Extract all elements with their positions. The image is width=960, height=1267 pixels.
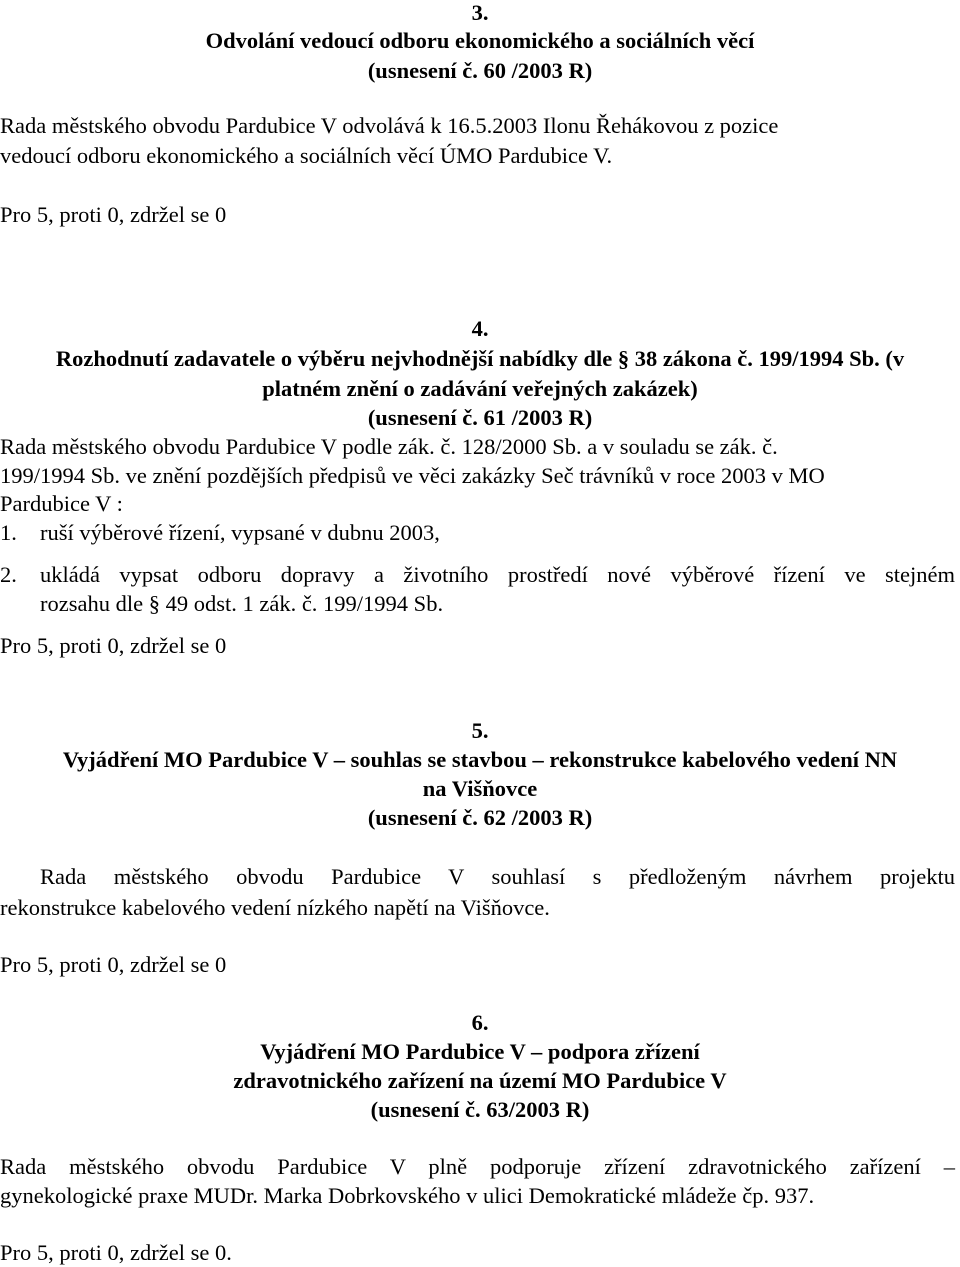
section-5-title-line-1: Vyjádření MO Pardubice V – souhlas se stavbou – rekonstrukce kabelového vedení NN (62, 747, 898, 772)
section-4-item-2-text-line-2: rozsahu dle § 49 odst. 1 zák. č. 199/1994 Sb. (40, 591, 444, 616)
section-3-resolution: (usnesení č. 60 /2003 R) (367, 58, 593, 83)
section-4-item-2-number: 2. (0, 562, 17, 587)
section-6-body-line-1: Rada městského obvodu Pardubice V plně podporuje zřízení zdravotnického zařízení – (0, 1154, 955, 1179)
section-4-vote: Pro 5, proti 0, zdržel se 0 (0, 633, 227, 658)
section-5-title-line-2: na Višňovce (422, 776, 538, 801)
section-4-body-line-2: 199/1994 Sb. ve znění pozdějších předpisů ve věci zakázky Seč trávníků v roce 2003 v MO (0, 463, 825, 488)
section-6-resolution: (usnesení č. 63/2003 R) (370, 1097, 590, 1122)
section-4-title-line-2: platném znění o zadávání veřejných zakázek) (262, 376, 698, 401)
section-6-title-line-2: zdravotnického zařízení na území MO Pardubice V (233, 1068, 727, 1093)
section-3-vote: Pro 5, proti 0, zdržel se 0 (0, 202, 227, 227)
section-5-body-line-2: rekonstrukce kabelového vedení nízkého napětí na Višňovce. (0, 895, 550, 920)
section-6-number: 6. (471, 1010, 489, 1035)
section-4-number: 4. (471, 316, 489, 341)
section-4-title-line-1: Rozhodnutí zadavatele o výběru nejvhodnější nabídky dle § 38 zákona č. 199/1994 Sb. (v (55, 346, 905, 371)
section-6-title-line-1: Vyjádření MO Pardubice V – podpora zřízení (260, 1039, 700, 1064)
section-3-number: 3. (471, 0, 489, 25)
section-5-resolution: (usnesení č. 62 /2003 R) (367, 805, 593, 830)
section-3-title: Odvolání vedoucí odboru ekonomického a sociálních věcí (205, 28, 755, 53)
section-4-resolution: (usnesení č. 61 /2003 R) (367, 405, 593, 430)
section-4-item-1-text: ruší výběrové řízení, vypsané v dubnu 2003, (40, 520, 440, 545)
section-5-body-line-1: Rada městského obvodu Pardubice V souhlasí s předloženým návrhem projektu (40, 864, 955, 889)
section-3-body-line-1: Rada městského obvodu Pardubice V odvolává k 16.5.2003 Ilonu Řehákovou z pozice (0, 113, 779, 138)
section-4-item-2-text-line-1: ukládá vypsat odboru dopravy a životního prostředí nové výběrové řízení ve stejném (40, 562, 955, 587)
section-6-vote: Pro 5, proti 0, zdržel se 0. (0, 1240, 232, 1265)
section-5-vote: Pro 5, proti 0, zdržel se 0 (0, 952, 227, 977)
section-6-body-line-2: gynekologické praxe MUDr. Marka Dobrkovského v ulici Demokratické mládeže čp. 937. (0, 1183, 815, 1208)
section-5-number: 5. (471, 718, 489, 743)
section-4-item-1-number: 1. (0, 520, 17, 545)
section-4-body-line-3: Pardubice V : (0, 491, 123, 516)
section-3-body-line-2: vedoucí odboru ekonomického a sociálních věcí ÚMO Pardubice V. (0, 143, 613, 168)
section-4-body-line-1: Rada městského obvodu Pardubice V podle zák. č. 128/2000 Sb. a v souladu se zák. č. (0, 434, 778, 459)
